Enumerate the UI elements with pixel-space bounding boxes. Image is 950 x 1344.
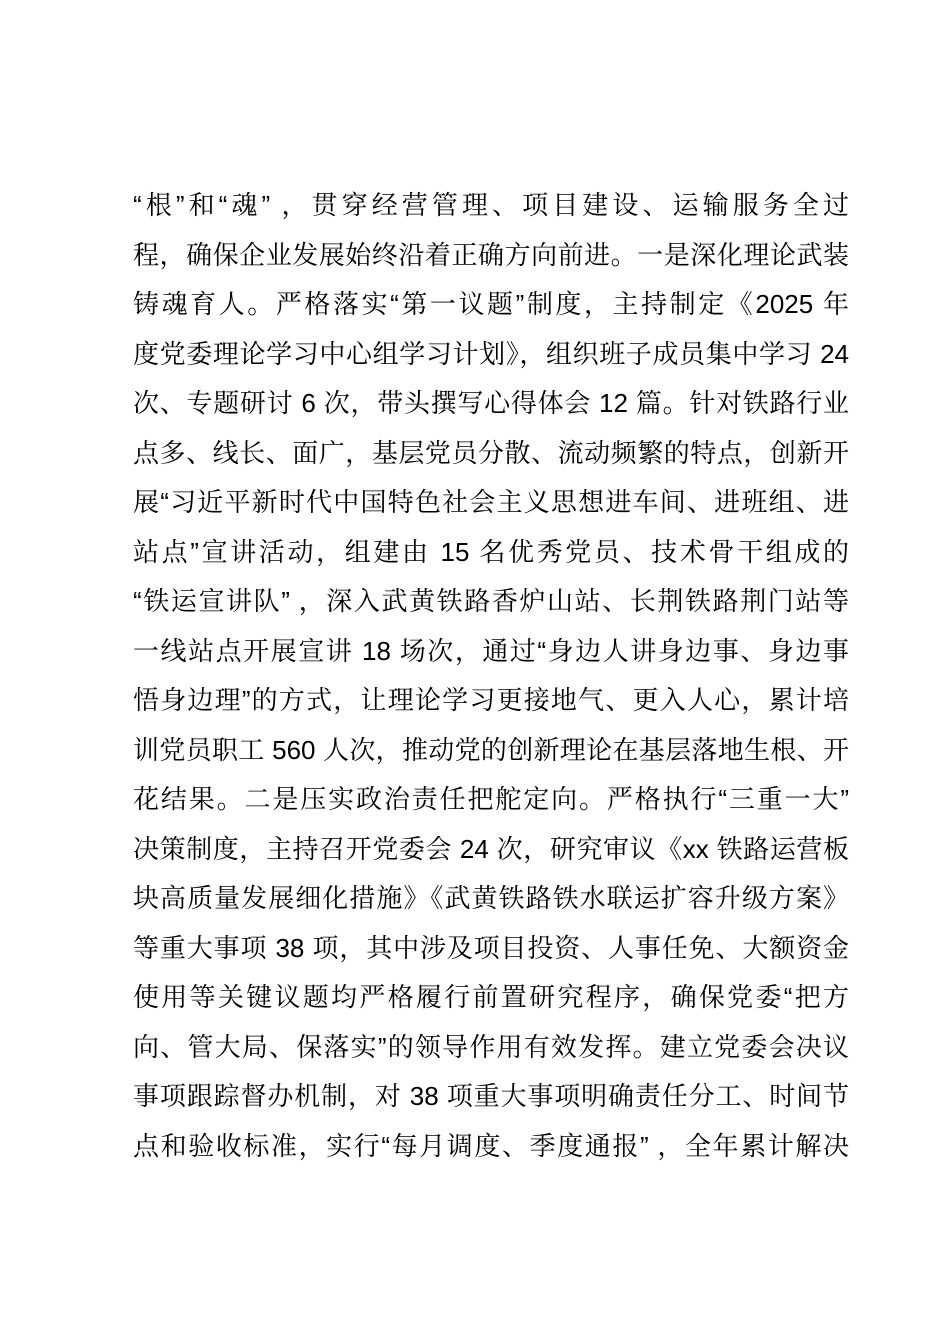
text-line: 花结果。二是压实政治责任把舵定向。严格执行“三重一大”	[133, 784, 849, 814]
text-line: 点和验收标准，实行“每月调度、季度通报” ，全年累计解决	[133, 1130, 849, 1161]
text-line: 站点”宣讲活动，组建由 15 名优秀党员、技术骨干组成的	[133, 536, 849, 567]
text-line: 度党委理论学习中心组学习计划》，组织班子成员集中学习 24	[133, 338, 849, 369]
text-line: 一线站点开展宣讲 18 场次，通过“身边人讲身边事、身边事	[133, 635, 849, 666]
text-line: 决策制度，主持召开党委会 24 次，研究审议《xx 铁路运营板	[133, 833, 849, 864]
text-line: 程，确保企业发展始终沿着正确方向前进。一是深化理论武装	[133, 239, 849, 270]
text-line: 块高质量发展细化措施》《武黄铁路铁水联运扩容升级方案》	[133, 883, 849, 913]
text-line: 展“习近平新时代中国特色社会主义思想进车间、进班组、进	[133, 487, 849, 517]
text-line: 铸魂育人。严格落实“第一议题”制度，主持制定《2025 年	[133, 289, 849, 319]
text-line: 点多、线长、面广，基层党员分散、流动频繁的特点，创新开	[133, 437, 849, 468]
text-line: “铁运宣讲队” ，深入武黄铁路香炉山站、长荆铁路荆门站等	[133, 586, 849, 616]
text-line: 向、管大局、保落实”的领导作用有效发挥。建立党委会决议	[133, 1031, 849, 1062]
text-line: 训党员职工 560 人次，推动党的创新理论在基层落地生根、开	[133, 734, 849, 765]
text-line: “根”和“魂” ，贯穿经营管理、项目建设、运输服务全过	[133, 190, 849, 220]
text-line: 次、专题研讨 6 次，带头撰写心得体会 12 篇。针对铁路行业	[133, 388, 849, 418]
body-paragraph	[133, 181, 849, 1171]
text-line: 事项跟踪督办机制，对 38 项重大事项明确责任分工、时间节	[133, 1081, 849, 1111]
text-line: 悟身边理”的方式，让理论学习更接地气、更入人心，累计培	[133, 685, 849, 715]
text-line: 使用等关键议题均严格履行前置研究程序，确保党委“把方	[133, 982, 849, 1012]
text-line: 等重大事项 38 项，其中涉及项目投资、人事任免、大额资金	[133, 932, 849, 963]
